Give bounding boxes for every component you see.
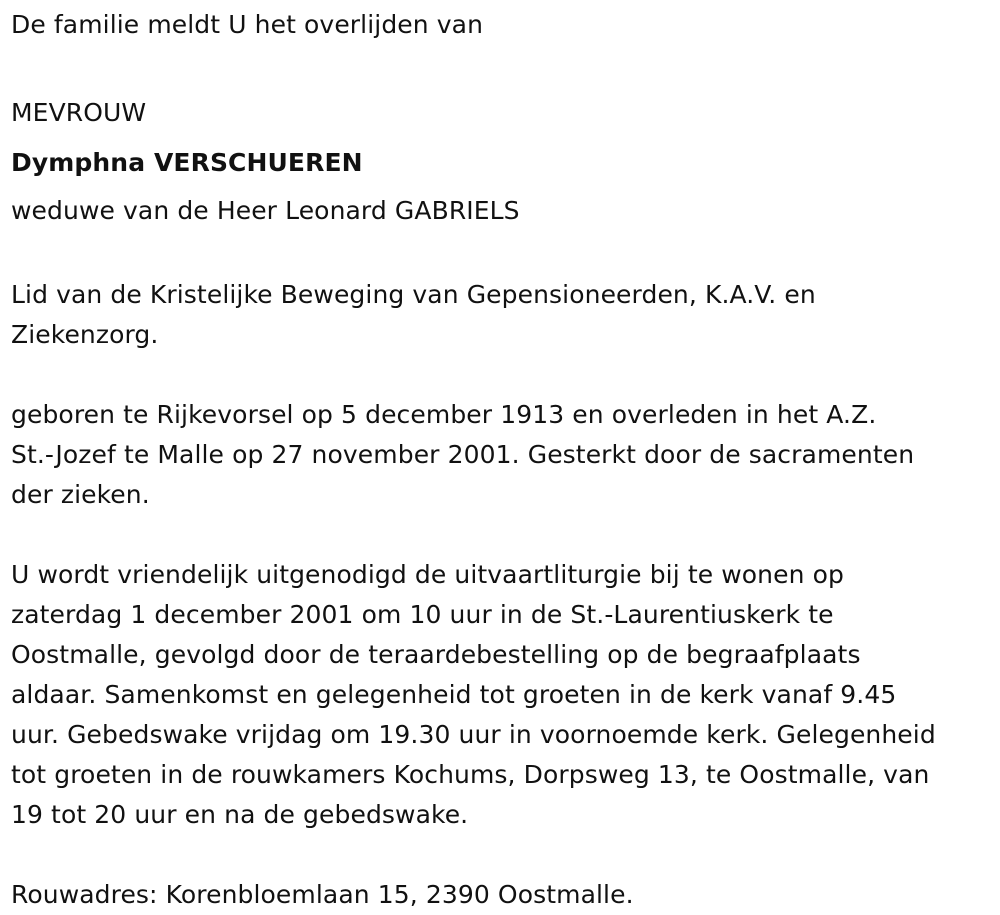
mourning-address: Rouwadres: Korenbloemlaan 15, 2390 Oostmalle. (11, 880, 634, 909)
birth-death-paragraph (11, 395, 991, 515)
invitation-paragraph (11, 555, 991, 835)
membership-paragraph (11, 275, 991, 355)
death-notice (11, 5, 991, 915)
paragraph-line: Ziekenzorg. (11, 320, 159, 349)
honorific: MEVROUW (11, 98, 147, 127)
spacer (11, 835, 991, 875)
paragraph-line: St.-Jozef te Malle op 27 november 2001. Gesterkt door de sacramenten (11, 440, 915, 469)
paragraph-line: 19 tot 20 uur en na de gebedswake. (11, 800, 469, 829)
paragraph-line: zaterdag 1 december 2001 om 10 uur in de St.-Laurentiuskerk te (11, 600, 834, 629)
paragraph-line: geboren te Rijkevorsel op 5 december 1913 en overleden in het A.Z. (11, 400, 877, 429)
paragraph-line: aldaar. Samenkomst en gelegenheid tot groeten in de kerk vanaf 9.45 (11, 680, 897, 709)
deceased-name: Dymphna VERSCHUEREN (11, 148, 363, 177)
spacer (11, 45, 991, 85)
spacer (11, 235, 991, 275)
spacer (11, 515, 991, 555)
paragraph-line: uur. Gebedswake vrijdag om 19.30 uur in voornoemde kerk. Gelegenheid (11, 720, 936, 749)
paragraph-line: tot groeten in de rouwkamers Kochums, Dorpsweg 13, te Oostmalle, van (11, 760, 930, 789)
paragraph-line: der zieken. (11, 480, 150, 509)
paragraph-line: Oostmalle, gevolgd door de teraardebestelling op de begraafplaats (11, 640, 861, 669)
intro-text: De familie meldt U het overlijden van (11, 10, 484, 39)
widow-of-text: weduwe van de Heer Leonard GABRIELS (11, 196, 520, 225)
paragraph-line: Lid van de Kristelijke Beweging van Gepensioneerden, K.A.V. en (11, 280, 816, 309)
spacer (11, 355, 991, 395)
paragraph-line: U wordt vriendelijk uitgenodigd de uitvaartliturgie bij te wonen op (11, 560, 844, 589)
